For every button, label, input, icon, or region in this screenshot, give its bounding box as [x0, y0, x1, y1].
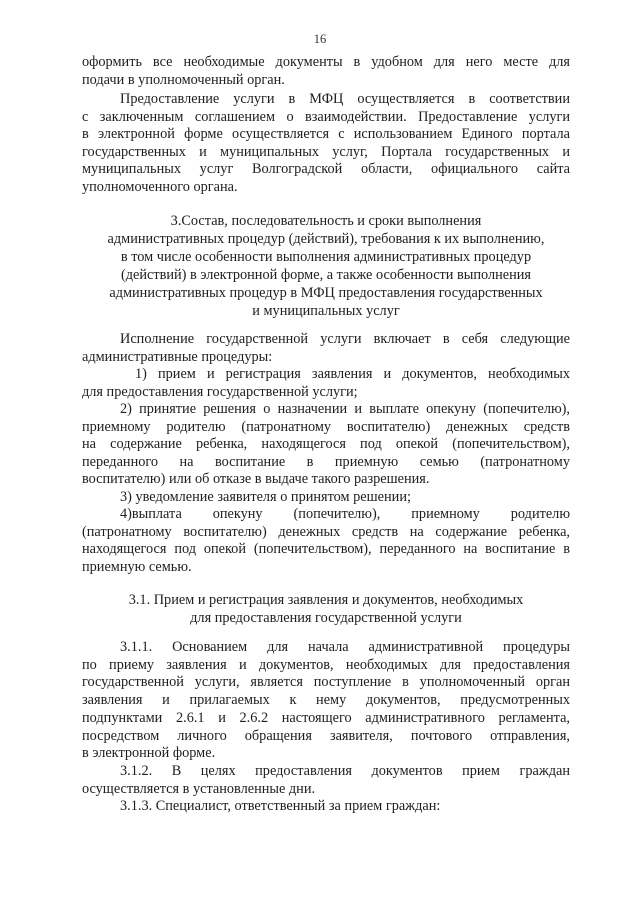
text-line: муниципальных услуг Волгоградской области, официального сайта [82, 161, 570, 178]
paragraph-procedures [82, 331, 570, 576]
text-line: 3.1.1. Основанием для начала административной процедуры [120, 639, 570, 655]
text-line: уполномоченного органа. [82, 178, 238, 195]
heading-line: для предоставления государственной услуги [190, 610, 462, 626]
text-line: Исполнение государственной услуги включает в себя следующие [120, 331, 570, 347]
text-line: подачи в уполномоченный орган. [82, 71, 285, 88]
text-line: подпунктами 2.6.1 и 2.6.2 настоящего административного регламента, [82, 709, 570, 726]
text-line: приемному родителю (патронатному воспитателю) денежных средств [82, 418, 570, 435]
text-line: посредством личного обращения заявителя, почтового отправления, [82, 727, 570, 744]
text-line: для предоставления государственной услуги; [82, 383, 358, 400]
text-line: в электронной форме осуществляется с использованием Единого портала [82, 126, 570, 143]
heading-line: в том числе особенности выполнения административных процедур [120, 249, 532, 265]
list-item-2: 2) принятие решения о назначении и выплате опекуну (попечителю), [120, 401, 570, 417]
paragraph-3-1 [82, 639, 570, 816]
text-line: на содержание ребенка, находящегося под опекой (попечительством), [82, 436, 570, 452]
heading-line: административных процедур (действий), требования к их выполнению, [107, 231, 545, 247]
text-line: (патронатному воспитателю) денежных средств на содержание ребенка, [82, 523, 570, 540]
heading-line: и муниципальных услуг [252, 303, 400, 319]
page-number: 16 [313, 32, 327, 46]
section-heading-3-1 [82, 591, 570, 627]
text-line: 3.1.2. В целях предоставления документов прием граждан [120, 762, 570, 779]
text-line: Предоставление услуги в МФЦ осуществляется в соответствии [120, 91, 570, 107]
text-line: 3.1.3. Специалист, ответственный за прием граждан: [120, 798, 441, 815]
list-item-1: 1) прием и регистрация заявления и документов, необходимых [135, 366, 570, 382]
text-line: в электронной форме. [82, 745, 216, 762]
text-line: государственных и муниципальных услуг, Портала государственных и [82, 143, 570, 160]
text-line: переданного на воспитание в приемную семью (патронатному [82, 453, 570, 470]
text-line: воспитателю) или об отказе в выдаче такого разрешения. [82, 471, 430, 487]
text-line: административные процедуры: [82, 348, 273, 365]
heading-line: административных процедур в МФЦ предоставления государственных [109, 285, 543, 301]
text-line: с заключенным соглашением о взаимодействии. Предоставление услуги [82, 108, 570, 125]
text-line: осуществляется в установленные дни. [82, 780, 316, 797]
heading-line: (действий) в электронной форме, а также особенности выполнения [120, 267, 531, 283]
heading-line: 3.1. Прием и регистрация заявления и документов, необходимых [128, 592, 524, 608]
text-line: приемную семью. [82, 558, 192, 575]
text-line: по приему заявления и документов, необходимых для предоставления [82, 656, 570, 673]
text-line: находящегося под опекой (попечительством), переданного на воспитание в [82, 541, 570, 557]
text-line: оформить все необходимые документы в удобном для него месте для [82, 54, 570, 70]
list-item-3: 3) уведомление заявителя о принятом решении; [120, 488, 411, 505]
text-line: государственной услуги, является поступление в уполномоченный орган [82, 674, 570, 691]
list-item-4: 4)выплата опекуну (попечителю), приемному родителю [120, 506, 570, 522]
paragraph-mfc [82, 91, 570, 197]
text-line: заявления и прилагаемых к нему документов, предусмотренных [82, 692, 570, 709]
paragraph-intro-end [82, 54, 570, 89]
section-heading-3 [82, 212, 570, 320]
heading-line: 3.Состав, последовательность и сроки выполнения [170, 213, 482, 229]
